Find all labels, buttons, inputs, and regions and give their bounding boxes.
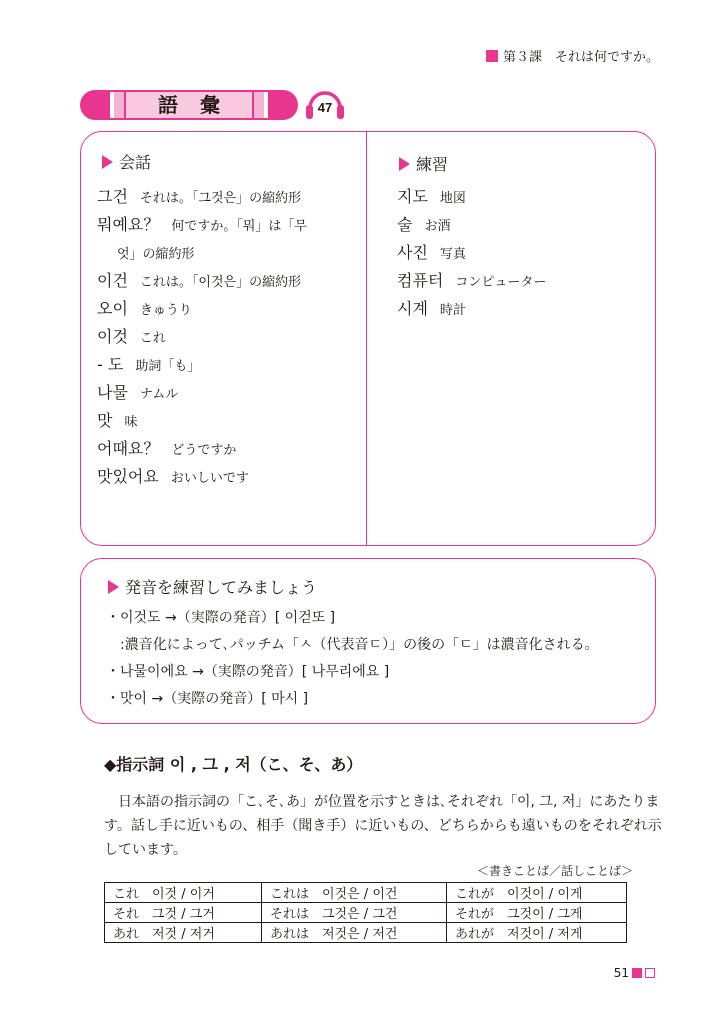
chapter-header [486, 46, 659, 65]
table-caption: ＜書きことば／話しことば＞ [476, 864, 633, 878]
vocab-item [97, 296, 307, 324]
japanese-meaning: 地図 [439, 191, 466, 206]
korean-word: 시계 [397, 299, 428, 318]
vocab-item [397, 184, 546, 212]
korean-word: 맛 [97, 411, 113, 430]
vocab-item [97, 464, 307, 492]
japanese-meaning: それは。「그것은」の縮約形 [139, 191, 302, 206]
conversation-vocab-list [97, 184, 307, 492]
korean-word: 뭐예요？ [97, 215, 160, 234]
japanese-meaning: きゅうり [139, 303, 192, 318]
page-number: 51 [614, 966, 655, 980]
triangle-bullet-icon [108, 580, 119, 594]
korean-word: 컴퓨터 [397, 271, 444, 290]
pronunciation-line: ・이것도 →（実際の発音）[ 이걷또 ] [106, 610, 336, 626]
vocab-item [397, 296, 546, 324]
table-cell: これが 이것이 / 이게 [447, 883, 627, 903]
table-row [105, 883, 627, 903]
audio-track-badge[interactable] [304, 84, 346, 124]
korean-word: 어때요？ [97, 439, 160, 458]
japanese-meaning: 時計 [439, 303, 466, 318]
vocab-item [397, 212, 546, 240]
vocab-item [97, 380, 307, 408]
pronunciation-line: ・맛이 →（実際の発音）[ 마시 ] [106, 691, 309, 707]
table-cell: それは 그것은 / 그건 [262, 903, 447, 923]
vocab-title-bar [80, 90, 298, 120]
vocab-title: 語彙 [124, 92, 254, 118]
table-cell: あれ 저것 / 저거 [105, 923, 262, 943]
korean-word: 오이 [97, 299, 128, 318]
vocab-item [97, 324, 307, 352]
korean-word: 맛있어요 [97, 467, 159, 486]
table-cell: これ 이것 / 이거 [105, 883, 262, 903]
japanese-meaning: 写真 [439, 247, 466, 262]
korean-word: 이것 [97, 327, 128, 346]
japanese-meaning: これは。「이것은」の縮約形 [139, 275, 302, 290]
vocab-divider [366, 131, 367, 546]
japanese-meaning: 엇」の縮約形 [117, 247, 195, 262]
vocab-item [397, 268, 546, 296]
pronunciation-heading: 発音を練習してみましょう [108, 575, 317, 598]
vocab-item [97, 212, 307, 240]
conversation-heading: 会話 [102, 150, 151, 173]
demonstratives-paragraph: 日本語の指示詞の「こ､そ､あ」が位置を示すときは､それぞれ「이, 그, 저」にあたります。話し手に近いもの、相手（聞き手）に近いもの、どちらからも遠いものをそれぞれ示しています。 [104, 794, 662, 858]
vocab-item [97, 352, 307, 380]
japanese-meaning: ナムル [139, 387, 179, 402]
japanese-meaning: これ [139, 331, 166, 346]
square-bullet-icon [486, 50, 498, 62]
table-row [105, 903, 627, 923]
korean-word: - 도 [97, 355, 124, 374]
practice-heading: 練習 [399, 152, 448, 175]
korean-word: 술 [397, 215, 413, 234]
outline-square-icon [645, 968, 655, 978]
japanese-meaning: おいしいです [170, 471, 249, 486]
korean-word: 그건 [97, 187, 128, 206]
korean-word: 나물 [97, 383, 128, 402]
japanese-meaning: 味 [124, 415, 138, 430]
japanese-meaning: どうですか [171, 443, 237, 458]
table-cell: あれは 저것은 / 저건 [262, 923, 447, 943]
headphones-icon [304, 84, 346, 124]
pronunciation-line: :濃音化によって､パッチム「ㅅ（代表音ㄷ）」の後の「ㄷ」は濃音化される。 [106, 637, 599, 653]
japanese-meaning: お酒 [424, 219, 451, 234]
table-row [105, 923, 627, 943]
vocab-item [97, 268, 307, 296]
japanese-meaning: 何ですか。「뭐」は「무 [171, 219, 307, 234]
japanese-meaning: 助詞「も」 [135, 359, 201, 374]
triangle-bullet-icon [399, 157, 410, 171]
vocab-item [397, 240, 546, 268]
vocab-item [97, 240, 307, 268]
table-cell: それが 그것이 / 그게 [447, 903, 627, 923]
pronunciation-line: ・나물이에요 →（実際の発音）[ 나무리에요 ] [106, 664, 390, 680]
chapter-title: 第３課 それは何ですか。 [502, 50, 659, 65]
pronunciation-list [106, 605, 599, 713]
demonstratives-heading: ◆指示詞 이 , 그 , 저（こ、そ、あ） [104, 755, 363, 774]
practice-vocab-list [397, 184, 546, 324]
korean-word: 사진 [397, 243, 428, 262]
korean-word: 이건 [97, 271, 128, 290]
japanese-meaning: コンピューター [455, 275, 547, 290]
track-number: 47 [317, 100, 333, 115]
triangle-bullet-icon [102, 155, 113, 169]
vocab-item [97, 184, 307, 212]
table-cell: あれが 저것이 / 저게 [447, 923, 627, 943]
filled-square-icon [632, 968, 642, 978]
table-cell: これは 이것은 / 이건 [262, 883, 447, 903]
vocab-item [97, 436, 307, 464]
table-cell: それ 그것 / 그거 [105, 903, 262, 923]
korean-word: 지도 [397, 187, 428, 206]
vocab-item [97, 408, 307, 436]
demonstratives-table [104, 882, 627, 943]
